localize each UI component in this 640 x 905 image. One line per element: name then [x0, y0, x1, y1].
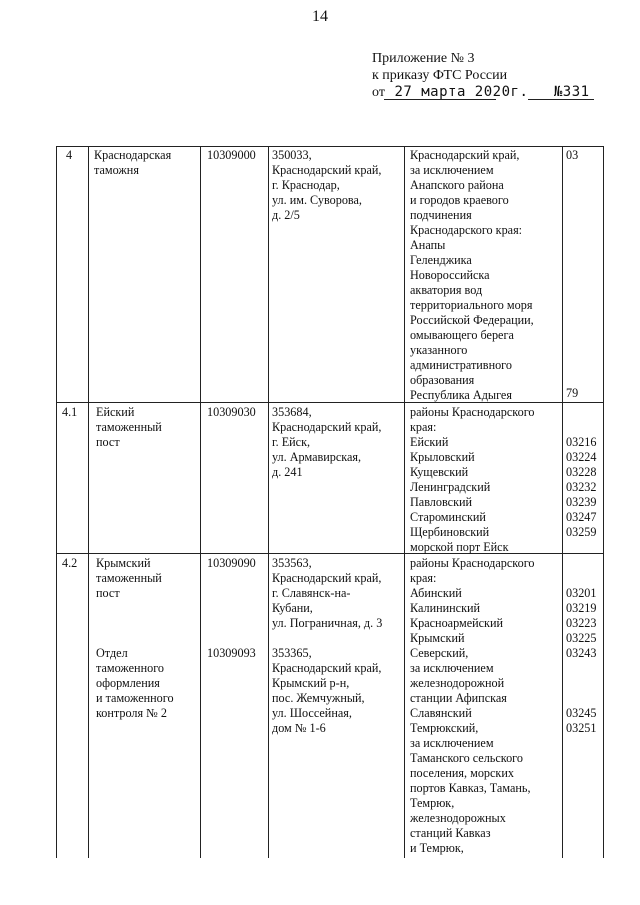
customs-code: 10309093: [207, 646, 256, 660]
row-number: 4.1: [62, 405, 78, 419]
order-reference: к приказу ФТС России: [372, 68, 508, 83]
customs-address: 353365, Краснодарский край, Крымский р-н, пос. Жемчужный, ул. Шоссейная, дом № 1-6: [272, 646, 382, 735]
customs-code: 10309090: [207, 556, 256, 570]
customs-subunit-name: Отдел таможенного оформления и таможенного контроля № 2: [96, 646, 174, 720]
col-border: [404, 146, 405, 858]
row-number: 4.2: [62, 556, 78, 570]
okato-codes: 03216 03224 03228 03232 03239 03247 03259: [566, 435, 597, 539]
competence-region: районы Краснодарского края: Ейский Крыловский Кущевский Ленинградский Павловский Староминский Щербиновский морской порт Ейск: [410, 405, 535, 554]
col-border: [268, 146, 269, 858]
date-underline: [384, 99, 496, 100]
order-date: 27 марта 2020г.: [394, 84, 529, 100]
table-top-border: [56, 146, 604, 147]
customs-name: Краснодарская таможня: [94, 148, 172, 177]
customs-name: Крымский таможенный пост: [96, 556, 162, 600]
col-border: [56, 146, 57, 858]
competence-region: районы Краснодарского края: Абинский Калининский Красноармейский Крымский Северский, за исключением железнодорожной станции Афипская Славянский Темрюкский, за исключением Таманского сельского поселения, морских портов Кавказ, Тамань, Темрюк, железнодорожных станций Кавказ и Темрюк,: [410, 556, 535, 855]
okato-code: 03: [566, 148, 579, 162]
okato-code: 79: [566, 386, 579, 400]
number-underline: [528, 99, 594, 100]
competence-region: Краснодарский край, за исключением Анапского района и городов краевого подчинения Краснодарского края: Анапы Геленджика Новороссийска акватория вод территориального моря Российской Федерации, омывающего берега указанного административного образования Республика Адыгея: [410, 148, 534, 402]
col-border: [200, 146, 201, 858]
customs-address: 353684, Краснодарский край, г. Ейск, ул. Армавирская, д. 241: [272, 405, 382, 479]
date-prefix: от: [372, 85, 385, 100]
order-number: №331: [553, 84, 590, 100]
customs-address: 353563, Краснодарский край, г. Славянск-на- Кубани, ул. Пограничная, д. 3: [272, 556, 383, 630]
customs-name: Ейский таможенный пост: [96, 405, 162, 449]
customs-code: 10309000: [207, 148, 256, 162]
page-number: 14: [312, 8, 328, 25]
customs-code: 10309030: [207, 405, 256, 419]
okato-codes: 03201 03219 03223 03225 03243 03245 03251: [566, 586, 597, 735]
annex-title: Приложение № 3: [372, 51, 475, 66]
col-border: [562, 146, 563, 858]
col-border: [603, 146, 604, 858]
col-border: [88, 146, 89, 858]
customs-address: 350033, Краснодарский край, г. Краснодар, ул. им. Суворова, д. 2/5: [272, 148, 382, 222]
row-number: 4: [66, 148, 73, 162]
